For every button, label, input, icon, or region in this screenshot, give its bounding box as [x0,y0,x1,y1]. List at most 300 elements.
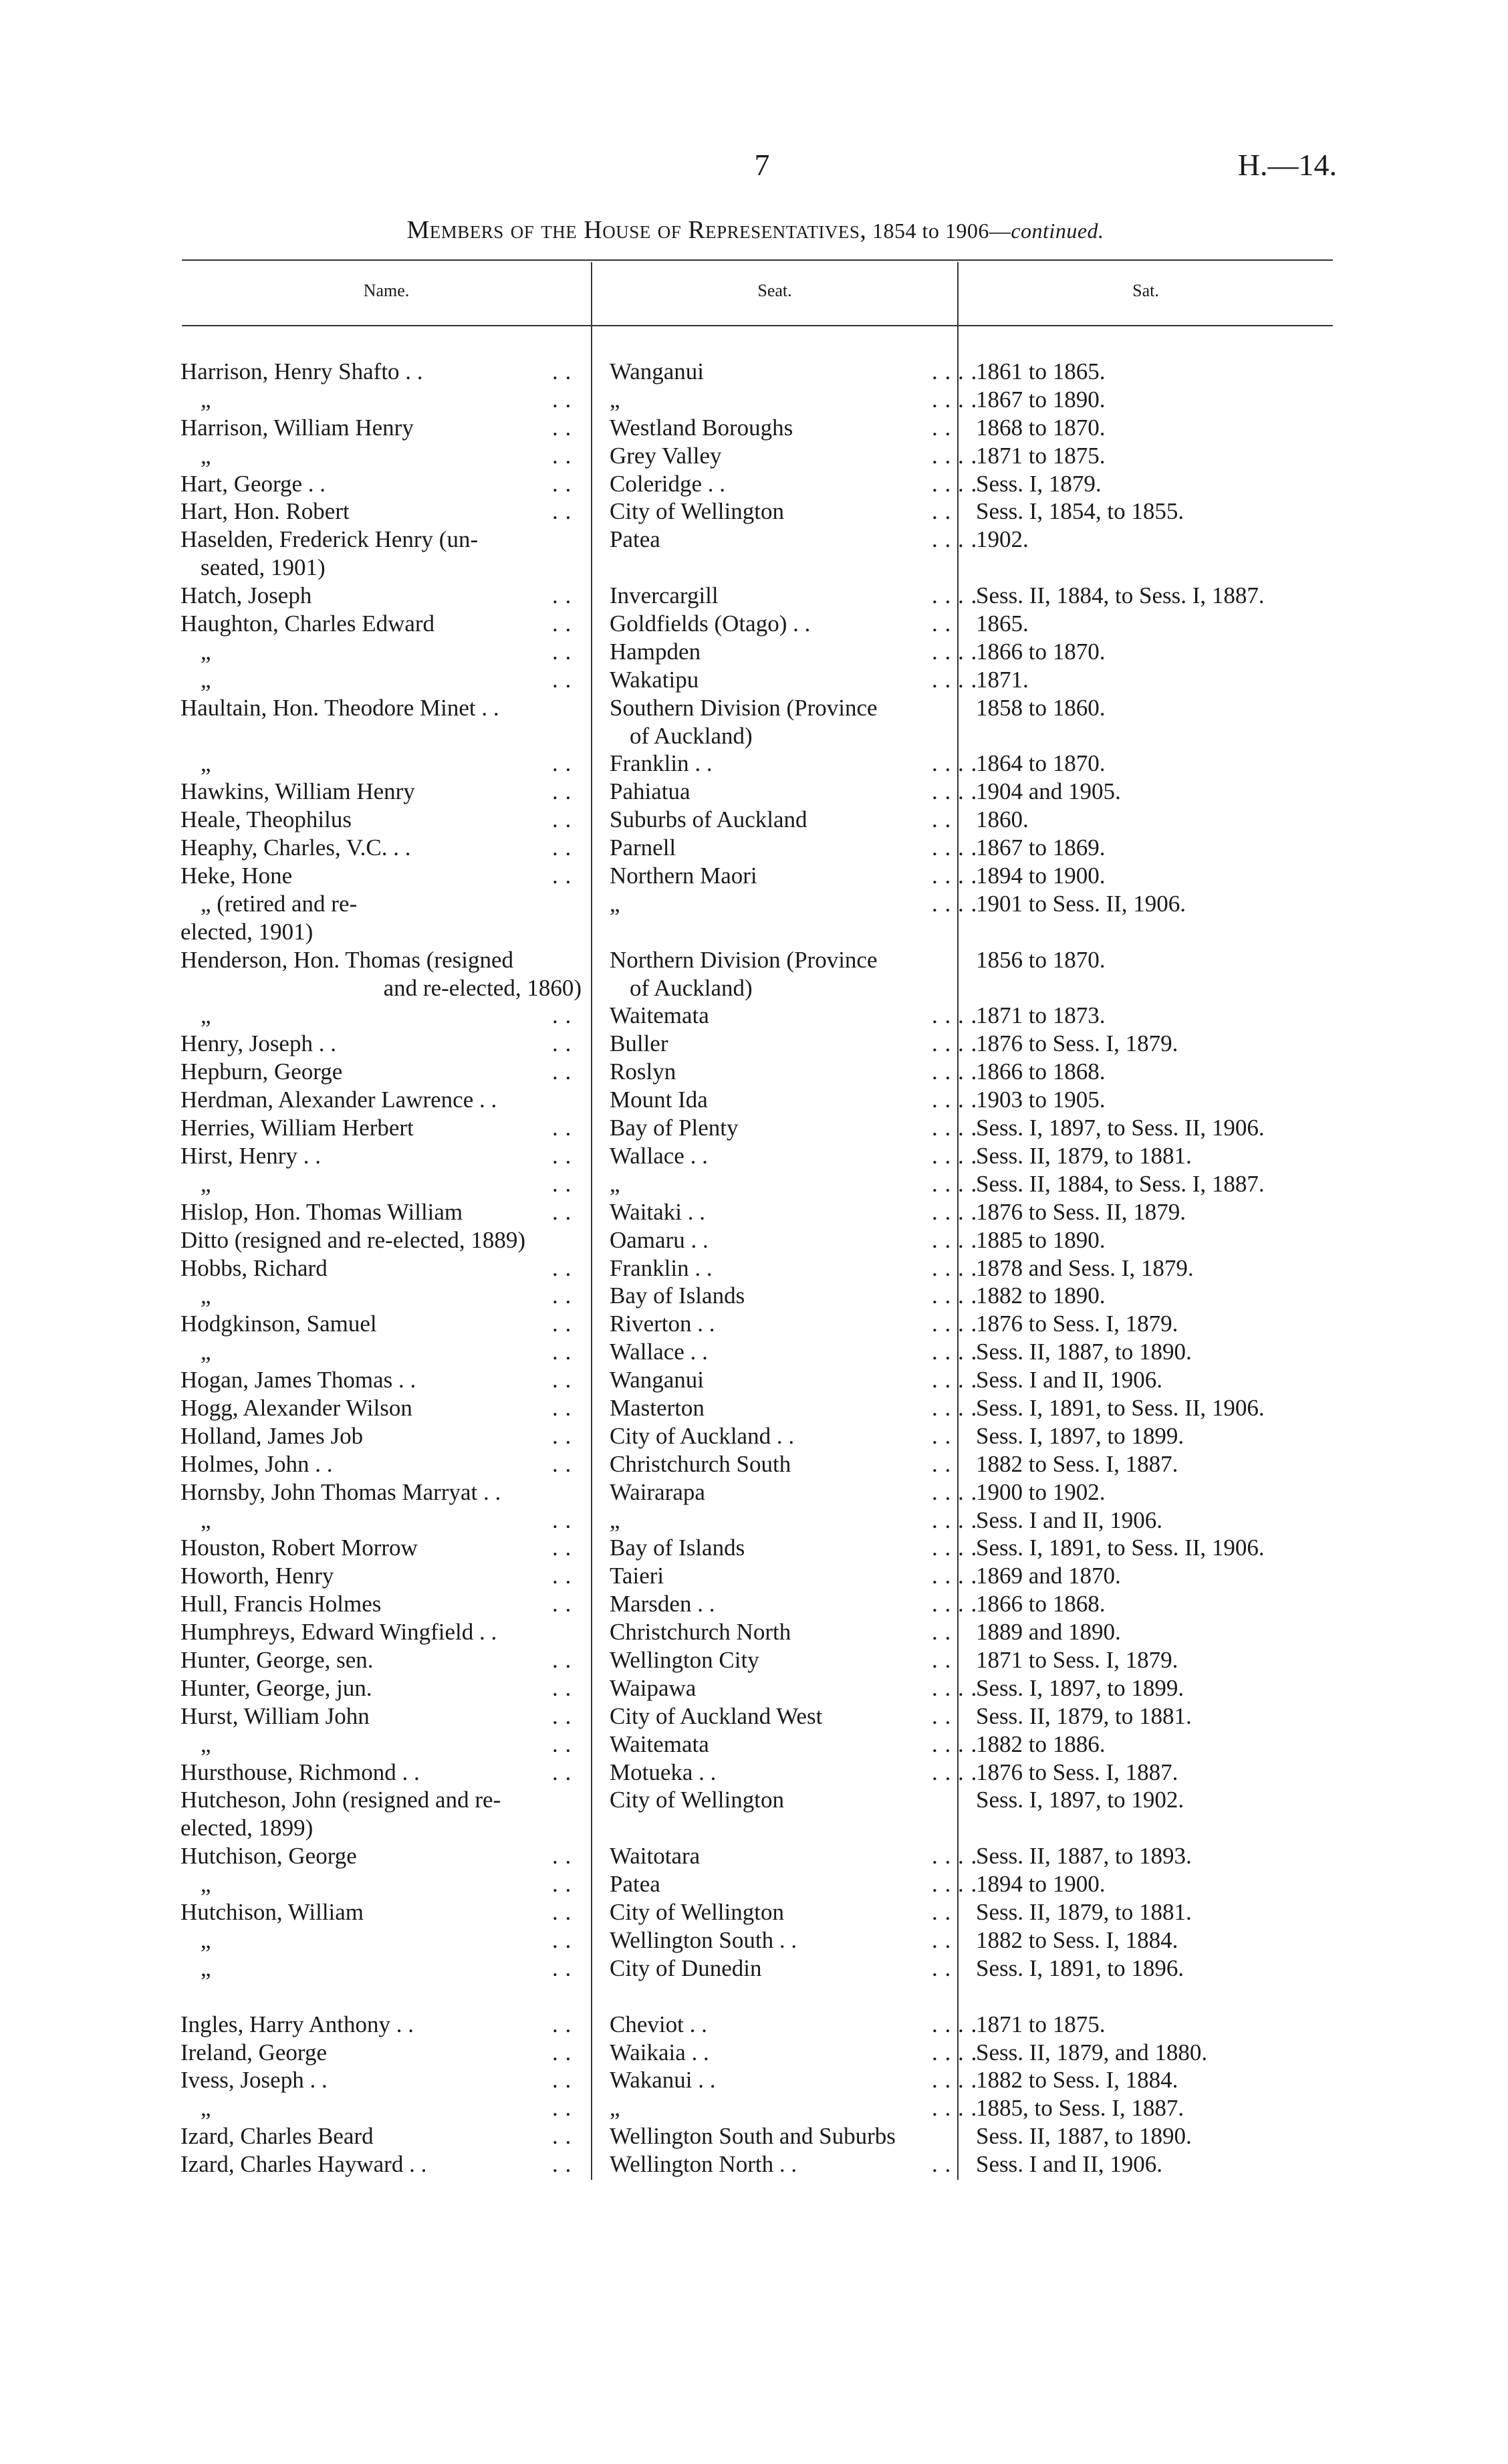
sat-period: 1901 to Sess. II, 1906. [976,890,1186,917]
sat-period: 1885 to 1890. [976,1226,1106,1253]
seat-name: Wallace . . [610,1339,708,1365]
sat-period: Sess. I and II, 1906. [976,2151,1162,2178]
leader-dots: . . [552,582,572,609]
member-name: Hogg, Alexander Wilson [180,1394,412,1421]
sat-period: Sess. I, 1897, to 1899. [976,1674,1184,1701]
member-name: and re-elected, 1860) [383,974,582,1001]
seat-name: Patea [610,1871,660,1898]
table-row [180,526,1337,554]
header-name: Name. [363,281,410,300]
leader-dots: . . [552,2095,572,2122]
sat-period: 1894 to 1900. [976,1871,1106,1898]
member-name: elected, 1899) [180,1815,313,1841]
leader-dots: . . [552,1871,572,1898]
sat-period: 1864 to 1870. [976,750,1106,777]
member-name: Herdman, Alexander Lawrence . . [180,1087,497,1113]
member-name: Hurst, William John [180,1702,370,1729]
leader-dots: . . . . [932,1843,978,1870]
leader-dots: . . [552,1730,572,1757]
seat-name: City of Auckland . . [610,1422,795,1449]
sat-period: 1882 to Sess. I, 1887. [976,1450,1178,1477]
seat-name: Suburbs of Auckland [610,806,807,833]
leader-dots: . . . . [932,1115,978,1141]
sat-period: 1867 to 1890. [976,386,1106,413]
table-row [180,358,1337,386]
sat-period: Sess. I, 1897, to Sess. II, 1906. [976,1115,1265,1141]
sat-period: 1866 to 1870. [976,638,1106,665]
leader-dots: . . [552,1422,572,1449]
leader-dots: . . [552,442,572,469]
leader-dots: . . . . [932,1367,978,1393]
member-name: „ [201,386,211,413]
leader-dots: . . [552,1450,572,1477]
sat-period: 1876 to Sess. I, 1879. [976,1030,1178,1057]
table-row [180,946,1337,974]
member-name: Hirst, Henry . . [180,1142,321,1169]
leader-dots: . . [552,358,572,384]
leader-dots: . . [552,1898,572,1925]
leader-dots: . . . . [932,1282,978,1309]
header-seat: Seat. [757,281,792,300]
sat-period: Sess. II, 1884, to Sess. I, 1887. [976,1170,1265,1197]
sat-period: 1903 to 1905. [976,1087,1106,1113]
table-row [180,1394,1337,1422]
table-row [180,442,1337,470]
leader-dots: . . [932,1422,952,1449]
seat-name: „ [610,1170,620,1197]
member-name: Hunter, George, jun. [180,1674,372,1701]
leader-dots: . . . . [932,582,978,609]
leader-dots: . . . . [932,2039,978,2065]
member-name: Humphreys, Edward Wingfield . . [180,1619,497,1646]
table-row [180,1086,1337,1114]
member-name: „ [201,1002,211,1029]
member-name: Howorth, Henry [180,1563,334,1589]
sat-period: 1882 to 1886. [976,1730,1106,1757]
table-row [180,1226,1337,1254]
table-row [180,722,1337,750]
seat-name: Pahiatua [610,778,690,805]
table-row [180,2039,1337,2067]
member-name: „ [201,1339,211,1365]
table-row [180,834,1337,862]
leader-dots: . . [932,1898,952,1925]
leader-dots: . . . . [932,750,978,777]
seat-name: Christchurch North [610,1619,791,1646]
seat-name: Northern Division (Province [610,946,878,973]
leader-dots: . . [552,1759,572,1785]
seat-name: Wellington City [610,1646,759,1673]
sat-period: Sess. II, 1884, to Sess. I, 1887. [976,582,1265,609]
member-name: Hutcheson, John (resigned and re- [180,1787,501,1813]
table-row [180,1366,1337,1394]
table-row [180,1506,1337,1535]
seat-name: Coleridge . . [610,470,726,497]
table-row [180,1310,1337,1338]
leader-dots: . . . . [932,1759,978,1785]
seat-name: Patea [610,526,660,553]
table-row [180,2011,1337,2039]
seat-name: Wanganui [610,1367,705,1393]
leader-dots: . . . . [932,1871,978,1898]
leader-dots: . . . . [932,1170,978,1197]
table-row [180,1450,1337,1478]
leader-dots: . . [552,1170,572,1197]
table-row [180,1478,1337,1506]
leader-dots: . . . . [932,1254,978,1281]
sat-period: 1871 to Sess. I, 1879. [976,1646,1178,1673]
seat-name: Wakanui . . [610,2067,716,2094]
member-name: „ [201,1954,211,1981]
leader-dots: . . . . [932,1339,978,1365]
leader-dots: . . . . [932,834,978,861]
sat-period: 1878 and Sess. I, 1879. [976,1254,1194,1281]
sat-period: Sess. II, 1887, to 1890. [976,1339,1192,1365]
seat-name: Motueka . . [610,1759,717,1785]
member-name: Herries, William Herbert [180,1115,414,1141]
table-row [180,1702,1337,1730]
sat-period: Sess. II, 1887, to 1893. [976,1843,1192,1870]
leader-dots: . . . . [932,1506,978,1533]
leader-dots: . . [552,1702,572,1729]
member-name: Hart, George . . [180,470,326,497]
leader-dots: . . [552,470,572,497]
seat-name: Wakatipu [610,666,699,693]
leader-dots: . . [552,1115,572,1141]
leader-dots: . . [552,1591,572,1617]
leader-dots: . . [932,1702,952,1729]
seat-name: „ [610,2095,620,2122]
table-row [180,1898,1337,1926]
seat-name: Bay of Islands [610,1282,745,1309]
seat-name: Marsden . . [610,1591,715,1617]
seat-name: City of Wellington [610,498,784,525]
leader-dots: . . [552,1030,572,1057]
member-name: Henderson, Hon. Thomas (resigned [180,946,513,973]
table-row [180,1114,1337,1142]
member-name: Hepburn, George [180,1058,343,1085]
leader-dots: . . [552,1926,572,1953]
member-name: Hodgkinson, Samuel [180,1311,377,1337]
leader-dots: . . [552,2011,572,2037]
seat-name: Wairarapa [610,1478,705,1505]
leader-dots: . . . . [932,442,978,469]
leader-dots: . . . . [932,470,978,497]
leader-dots: . . [932,2151,952,2178]
table-row [180,694,1337,722]
table-row [180,2094,1337,2122]
sat-period: 1861 to 1865. [976,358,1106,384]
table-row [180,2066,1337,2094]
sat-period: Sess. II, 1887, to 1890. [976,2123,1192,2150]
sat-period: 1866 to 1868. [976,1591,1106,1617]
seat-name: Goldfields (Otago) . . [610,610,811,637]
sat-period: 1871 to 1873. [976,1002,1106,1029]
seat-name: Franklin . . [610,1254,713,1281]
sat-period: Sess. II, 1879, and 1880. [976,2039,1208,2065]
seat-name: „ [610,1506,620,1533]
leader-dots: . . . . [932,1311,978,1337]
sat-period: 1882 to Sess. I, 1884. [976,1926,1178,1953]
member-name: Hislop, Hon. Thomas William [180,1198,463,1225]
page-title [180,215,1330,245]
leader-dots: . . [552,1674,572,1701]
table-row [180,1814,1337,1842]
member-name: Hatch, Joseph [180,582,312,609]
member-name: „ [201,1170,211,1197]
table-row [180,1870,1337,1898]
sat-period: 1882 to 1890. [976,1282,1106,1309]
table-row [180,1170,1337,1198]
member-name: Hull, Francis Holmes [180,1591,382,1617]
sat-period: 1858 to 1860. [976,694,1106,721]
sat-period: 1876 to Sess. II, 1879. [976,1198,1186,1225]
table-row [180,1002,1337,1030]
seat-name: Christchurch South [610,1450,791,1477]
leader-dots: . . . . [932,1198,978,1225]
seat-name: Waitotara [610,1843,701,1870]
sat-period: 1889 and 1890. [976,1619,1121,1646]
seat-name: City of Wellington [610,1787,784,1813]
title-continued: continued. [1011,219,1104,243]
member-name: elected, 1901) [180,918,313,945]
seat-name: Oamaru . . [610,1226,709,1253]
leader-dots: . . . . [932,778,978,805]
seat-name: Invercargill [610,582,719,609]
member-name: „ [201,750,211,777]
sat-period: Sess. I, 1891, to 1896. [976,1954,1184,1981]
leader-dots: . . . . [932,1394,978,1421]
seat-name: Westland Boroughs [610,414,793,441]
leader-dots: . . [552,778,572,805]
leader-dots: . . . . [932,1591,978,1617]
table-row [180,1842,1337,1870]
seat-name: Waipawa [610,1674,697,1701]
page-number: 7 [754,148,770,182]
member-name: Holmes, John . . [180,1450,333,1477]
seat-name: Taieri [610,1563,664,1589]
leader-dots: . . . . [932,358,978,384]
leader-dots: . . [552,806,572,833]
seat-name: Bay of Plenty [610,1115,739,1141]
table-top-rule [182,259,1333,261]
member-name: Hutchison, George [180,1843,357,1870]
table-row [180,1142,1337,1170]
leader-dots: . . . . [932,1730,978,1757]
sat-period: Sess. I, 1897, to 1899. [976,1422,1184,1449]
sat-period: Sess. I and II, 1906. [976,1367,1162,1393]
table-row [180,1198,1337,1226]
leader-dots: . . . . [932,1087,978,1113]
table-row [180,1338,1337,1366]
leader-dots: . . . . [932,1002,978,1029]
sat-period: 1876 to Sess. I, 1879. [976,1311,1178,1337]
sat-period: 1885, to Sess. I, 1887. [976,2095,1184,2122]
seat-name: of Auckland) [630,722,753,749]
table-row [180,470,1337,498]
member-name: Ireland, George [180,2039,327,2065]
leader-dots: . . [552,834,572,861]
table-row [180,414,1337,442]
leader-dots: . . [552,1002,572,1029]
seat-name: Wallace . . [610,1142,708,1169]
leader-dots: . . [552,1282,572,1309]
leader-dots: . . . . [932,2095,978,2122]
member-name: „ [201,1506,211,1533]
member-name: „ [201,2095,211,2122]
leader-dots: . . . . [932,2011,978,2037]
seat-name: Hampden [610,638,701,665]
sat-period: Sess. I and II, 1906. [976,1506,1162,1533]
seat-name: Cheviot . . [610,2011,707,2037]
sat-period: Sess. I, 1891, to Sess. II, 1906. [976,1535,1265,1561]
member-name: Hursthouse, Richmond . . [180,1759,420,1785]
table-row [180,1618,1337,1646]
member-name: Hart, Hon. Robert [180,498,350,525]
table-row [180,1954,1337,1983]
sat-period: 1882 to Sess. I, 1884. [976,2067,1178,2094]
table-header-rule [182,325,1333,326]
leader-dots: . . . . [932,1058,978,1085]
seat-name: Waitemata [610,1730,709,1757]
seat-name: Wanganui [610,358,705,384]
document-reference: H.—14. [1237,148,1337,182]
seat-name: Waikaia . . [610,2039,709,2065]
header-sat: Sat. [1132,281,1159,300]
member-name: Heale, Theophilus [180,806,352,833]
table-row [180,1646,1337,1674]
sat-period: Sess. I, 1879. [976,470,1102,497]
seat-name: City of Wellington [610,1898,784,1925]
title-years: 1854 to 1906— [872,219,1011,243]
leader-dots: . . [932,1619,952,1646]
table-row [180,890,1337,918]
sat-period: 1894 to 1900. [976,863,1106,889]
member-name: Hunter, George, sen. [180,1646,374,1673]
seat-name: Southern Division (Province [610,694,878,721]
sat-period: 1871 to 1875. [976,2011,1106,2037]
leader-dots: . . . . [932,1478,978,1505]
sat-period: Sess. I, 1891, to Sess. II, 1906. [976,1394,1265,1421]
table-row [180,1590,1337,1618]
member-name: Heaphy, Charles, V.C. . . [180,834,411,861]
seat-name: Buller [610,1030,668,1057]
sat-period: 1865. [976,610,1029,637]
table-row [180,1534,1337,1562]
table-row [180,974,1337,1002]
leader-dots: . . [932,1450,952,1477]
leader-dots: . . [932,414,952,441]
table-row [180,1926,1337,1954]
sat-period: 1869 and 1870. [976,1563,1121,1589]
leader-dots: . . [552,1254,572,1281]
member-name: Ingles, Harry Anthony . . [180,2011,414,2037]
table-row [180,638,1337,666]
seat-name: Grey Valley [610,442,722,469]
seat-name: City of Auckland West [610,1702,823,1729]
member-name: Henry, Joseph . . [180,1030,336,1057]
sat-period: 1900 to 1902. [976,1478,1106,1505]
seat-name: Northern Maori [610,863,757,889]
member-name: Izard, Charles Hayward . . [180,2151,427,2178]
leader-dots: . . [552,1843,572,1870]
leader-dots: . . [552,863,572,889]
seat-name: City of Dunedin [610,1954,762,1981]
table-row [180,918,1337,946]
sat-period: 1868 to 1870. [976,414,1106,441]
leader-dots: . . [552,666,572,693]
leader-dots: . . [552,2151,572,2178]
seat-name: Roslyn [610,1058,676,1085]
member-name: Izard, Charles Beard [180,2123,374,2150]
leader-dots: . . . . [932,386,978,413]
sat-period: 1871. [976,666,1029,693]
seat-name: Wellington South . . [610,1926,797,1953]
leader-dots: . . [552,2039,572,2065]
table-row [180,2150,1337,2178]
table-row [180,1759,1337,1787]
seat-name: Waitaki . . [610,1198,705,1225]
leader-dots: . . [552,2123,572,2150]
table-row [180,610,1337,638]
leader-dots: . . [932,610,952,637]
table-row [180,1730,1337,1759]
leader-dots: . . [552,1198,572,1225]
leader-dots: . . . . [932,1674,978,1701]
seat-name: Riverton . . [610,1311,715,1337]
leader-dots: . . . . [932,863,978,889]
table-row [180,2122,1337,2150]
leader-dots: . . [932,1954,952,1981]
seat-name: „ [610,386,620,413]
member-name: Hawkins, William Henry [180,778,415,805]
leader-dots: . . . . [932,1563,978,1589]
table-row [180,806,1337,834]
member-name: Hornsby, John Thomas Marryat . . [180,1478,501,1505]
sat-period: 1856 to 1870. [976,946,1106,973]
member-name: Hobbs, Richard [180,1254,328,1281]
leader-dots: . . [932,1646,952,1673]
sat-period: 1904 and 1905. [976,778,1121,805]
sat-period: 1866 to 1868. [976,1058,1106,1085]
leader-dots: . . . . [932,2067,978,2094]
leader-dots: . . [932,1926,952,1953]
table-row [180,750,1337,778]
leader-dots: . . . . [932,890,978,917]
leader-dots: . . [552,386,572,413]
seat-name: Bay of Islands [610,1535,745,1561]
sat-period: Sess. I, 1897, to 1902. [976,1787,1184,1813]
leader-dots: . . . . [932,1142,978,1169]
leader-dots: . . [552,1954,572,1981]
leader-dots: . . [552,2067,572,2094]
member-name: Harrison, Henry Shafto . . [180,358,423,384]
member-name: Holland, James Job [180,1422,364,1449]
table-row [180,582,1337,610]
table-row [180,497,1337,526]
sat-period: 1860. [976,806,1029,833]
sat-period: Sess. II, 1879, to 1881. [976,1702,1192,1729]
seat-name: Waitemata [610,1002,709,1029]
seat-name: „ [610,890,620,917]
leader-dots: . . [552,1142,572,1169]
sat-period: 1867 to 1869. [976,834,1106,861]
table-row [180,862,1337,890]
seat-name: Wellington North . . [610,2151,797,2178]
leader-dots: . . [552,1058,572,1085]
leader-dots: . . [552,1563,572,1589]
member-name: „ [201,442,211,469]
